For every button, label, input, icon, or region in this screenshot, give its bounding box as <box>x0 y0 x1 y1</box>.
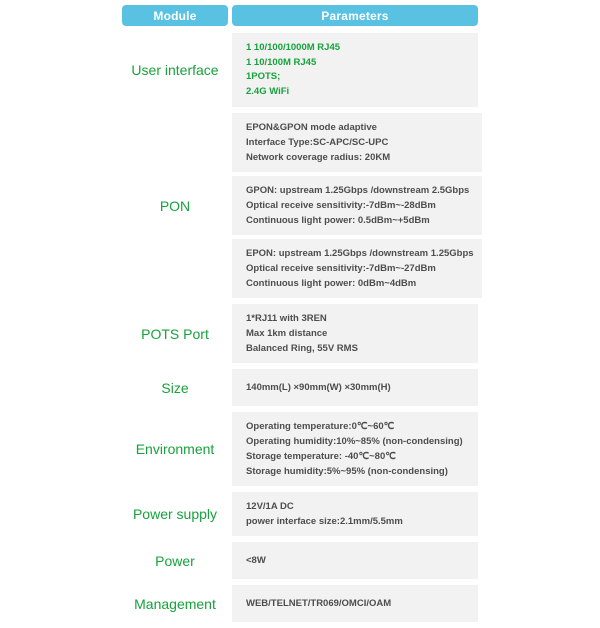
parameter-block <box>232 412 478 486</box>
spec-row <box>122 304 478 363</box>
parameter-line: <8W <box>246 555 266 566</box>
parameter-block <box>232 33 478 107</box>
parameter-line: GPON: upstream 1.25Gbps /downstream 2.5Gbps <box>246 185 470 196</box>
parameter-line: 12V/1A DC <box>246 501 294 512</box>
parameter-line: 1*RJ11 with 3REN <box>246 313 327 324</box>
parameters-cell <box>232 369 478 406</box>
parameters-column-header: Parameters <box>232 5 478 26</box>
module-cell: Power supply <box>132 506 218 522</box>
parameter-line: Balanced Ring, 55V RMS <box>246 343 358 354</box>
parameter-block <box>232 304 478 363</box>
parameter-line: 1 10/100M RJ45 <box>246 56 317 68</box>
parameter-line: Operating humidity:10%~85% (non-condensing) <box>246 436 463 447</box>
module-cell: PON <box>159 197 191 214</box>
parameter-line: Max 1km distance <box>246 328 328 339</box>
parameter-line: Optical receive sensitivity:-7dBm~-27dBm <box>246 263 436 274</box>
parameter-block <box>232 492 478 536</box>
spec-row <box>122 33 478 107</box>
parameter-line: Optical receive sensitivity:-7dBm~-28dBm <box>246 200 436 211</box>
parameter-line: EPON&GPON mode adaptive <box>246 122 377 133</box>
parameter-line: 140mm(L) ×90mm(W) ×30mm(H) <box>246 382 391 393</box>
spec-row <box>122 113 478 298</box>
spec-row <box>122 492 478 536</box>
parameter-block <box>232 239 482 298</box>
parameter-line: EPON: upstream 1.25Gbps /downstream 1.25Gbps <box>246 248 474 259</box>
spec-row <box>122 542 478 579</box>
module-column-header: Module <box>122 5 228 26</box>
spec-row <box>122 585 478 622</box>
parameter-block <box>232 542 478 579</box>
parameters-cell <box>232 585 478 622</box>
parameter-block <box>232 369 478 406</box>
module-cell: Management <box>134 595 216 612</box>
spec-table <box>122 5 478 628</box>
parameter-line: Operating temperature:0℃~60℃ <box>246 421 395 432</box>
parameter-line: Storage temperature: -40℃~80℃ <box>246 451 396 462</box>
parameters-cell <box>232 542 478 579</box>
spec-row <box>122 369 478 406</box>
parameter-line: Continuous light power: 0.5dBm~+5dBm <box>246 215 430 226</box>
table-body <box>122 33 478 622</box>
module-cell: POTS Port <box>141 325 209 342</box>
parameters-cell <box>232 492 478 536</box>
parameter-line: power interface size:2.1mm/5.5mm <box>246 516 403 527</box>
module-cell: User interface <box>131 62 219 78</box>
parameter-line: Storage humidity:5%~95% (non-condensing) <box>246 466 448 477</box>
parameter-line: Network coverage radius: 20KM <box>246 152 391 163</box>
parameter-block <box>232 113 482 172</box>
parameter-line: Continuous light power: 0dBm~4dBm <box>246 278 417 289</box>
parameter-line: 1 10/100/1000M RJ45 <box>246 42 341 53</box>
module-cell: Environment <box>135 441 215 457</box>
module-cell: Power <box>155 552 195 569</box>
parameter-block <box>232 585 478 622</box>
parameter-line: WEB/TELNET/TR069/OMCI/OAM <box>246 598 392 609</box>
parameter-line: Interface Type:SC-APC/SC-UPC <box>246 137 389 148</box>
parameters-cell <box>232 113 482 298</box>
parameter-line: 1POTS; <box>246 71 281 82</box>
parameter-line: 2.4G WiFi <box>246 85 290 97</box>
spec-row <box>122 412 478 486</box>
parameters-cell <box>232 304 478 363</box>
module-cell: Size <box>161 379 189 396</box>
parameters-cell <box>232 412 478 486</box>
parameter-block <box>232 176 482 235</box>
table-header <box>122 5 478 26</box>
parameters-cell <box>232 33 478 107</box>
